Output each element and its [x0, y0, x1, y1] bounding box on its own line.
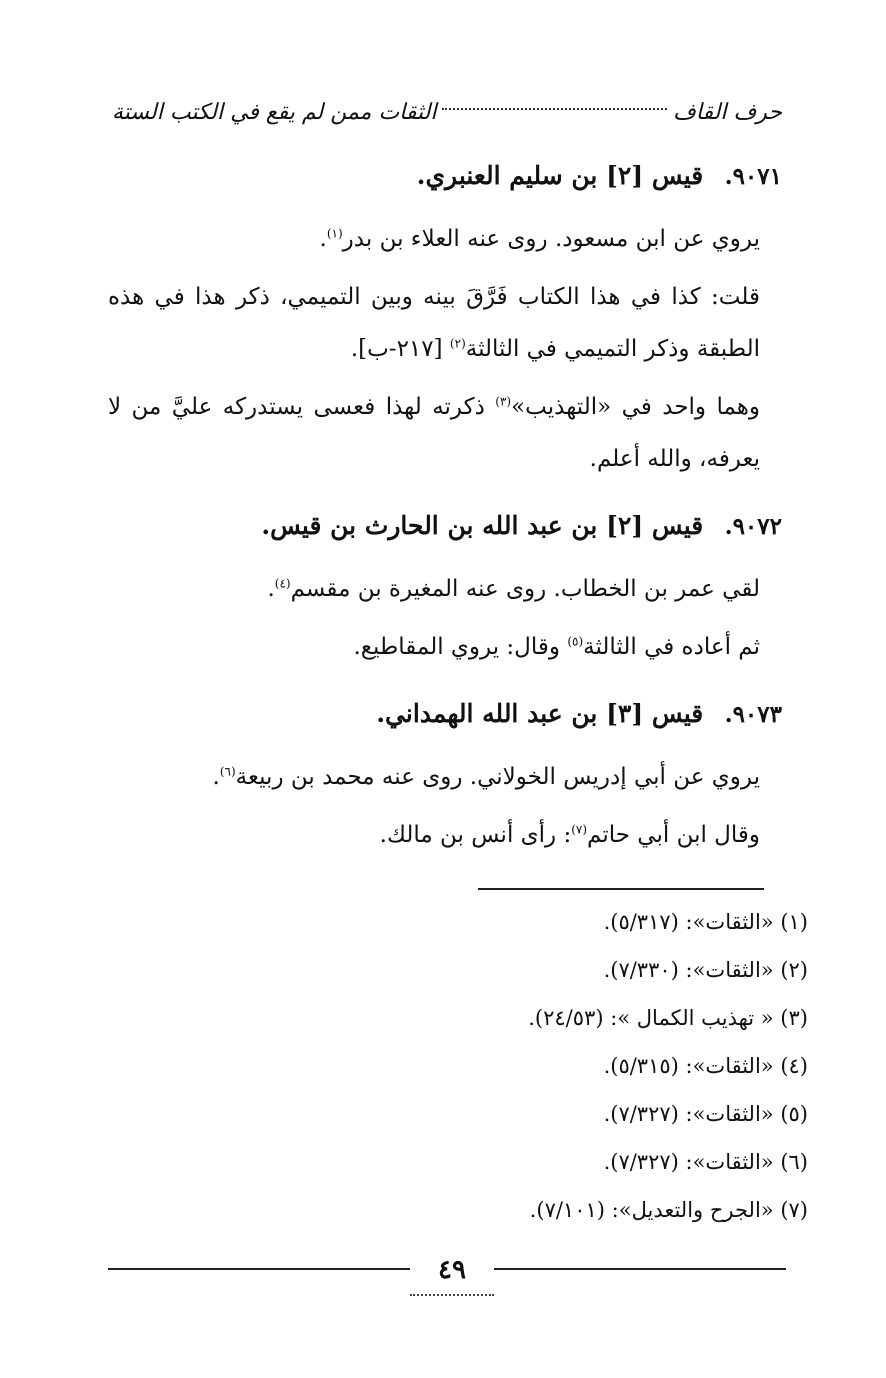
header-chapter: حرف القاف — [673, 99, 782, 125]
paragraph-text: ذكرته لهذا فعسى يستدركه عليَّ من لا يعرفه، والله أعلم. — [108, 394, 760, 472]
header-dots — [442, 108, 667, 110]
footnote-ref: (١) — [326, 226, 343, 241]
footnote: (٦) «الثقات»: (٧/٣٢٧). — [603, 1150, 808, 1174]
entry-number: ٩٠٧٢. — [724, 513, 782, 540]
entry-title: قيس [٣] بن عبد الله الهمداني. — [376, 699, 704, 728]
footnote-ref: (٦) — [219, 764, 236, 779]
header-book-title: الثقات ممن لم يقع في الكتب الستة — [112, 99, 437, 125]
entry-paragraph — [108, 621, 782, 673]
footnote: (١) «الثقات»: (٥/٣١٧). — [603, 910, 808, 934]
entry-heading — [108, 500, 782, 553]
footnote: (٣) « تهذيب الكمال »: (٢٤/٥٣). — [528, 1006, 808, 1030]
entry-paragraph — [108, 271, 782, 375]
paragraph-text: لقي عمر بن الخطاب. روى عنه المغيرة بن مقسم — [290, 576, 760, 602]
entry-9071 — [108, 150, 782, 485]
footnote: (٢) «الثقات»: (٧/٣٣٠). — [603, 958, 808, 982]
paragraph-text: ثم أعاده في الثالثة — [583, 634, 760, 660]
footnote: (٤) «الثقات»: (٥/٣١٥). — [603, 1054, 808, 1078]
footnote-ref: (٢) — [449, 336, 466, 351]
footnote: (٥) «الثقات»: (٧/٣٢٧). — [603, 1102, 808, 1126]
entry-paragraph: يروي عن ابن مسعود. روى عنه العلاء بن بدر$^{(١)}$. — [319, 226, 760, 252]
footnote-ref: (٥) — [567, 634, 584, 649]
footer-rule-right — [494, 1268, 786, 1270]
paragraph-text: قلت: كذا في هذا الكتاب فَرَّقَ بينه وبين التميمي، ذكر هذا في هذه الطبقة وذكر التميمي في الثالثة — [108, 284, 760, 362]
entry-9072 — [108, 500, 782, 673]
footnote-ref: (٧) — [571, 822, 588, 837]
page-number: ٤٩ — [410, 1250, 494, 1296]
entry-paragraph — [108, 809, 782, 861]
footnote-separator — [478, 888, 764, 890]
entry-heading — [108, 150, 782, 203]
paragraph-text: وهما واحد في «التهذيب» — [511, 394, 760, 420]
entry-heading — [108, 688, 782, 741]
entry-paragraph — [108, 381, 782, 485]
entry-title: قيس [٢] بن سليم العنبري. — [416, 161, 704, 190]
paragraph-text: وقال ابن أبي حاتم — [587, 822, 760, 848]
footnote-ref: (٣) — [495, 394, 512, 409]
entry-paragraph — [108, 751, 782, 803]
paragraph-text: يروي عن ابن مسعود. روى عنه العلاء بن بدر — [342, 226, 760, 252]
footnotes — [528, 898, 808, 1234]
paragraph-text: : رأى أنس بن مالك. — [379, 822, 572, 848]
paragraph-text: . — [267, 576, 275, 602]
entry-number: ٩٠٧١. — [724, 163, 782, 190]
footnote: (٧) «الجرح والتعديل»: (٧/١٠١). — [529, 1198, 808, 1222]
running-header — [112, 92, 782, 132]
paragraph-text: . — [212, 764, 220, 790]
footnote-ref: (٤) — [274, 576, 291, 591]
footer-rule-left — [108, 1268, 410, 1270]
entry-title: قيس [٢] بن عبد الله بن الحارث بن قيس. — [261, 511, 704, 540]
paragraph-text: يروي عن أبي إدريس الخولاني. روى عنه محمد بن ربيعة — [235, 764, 760, 790]
entry-number: ٩٠٧٣. — [724, 701, 782, 728]
entry-paragraph — [108, 563, 782, 615]
paragraph-text: [٢١٧-ب]. — [350, 336, 450, 362]
paragraph-text: وقال: يروي المقاطيع. — [353, 634, 568, 660]
entry-9073 — [108, 688, 782, 861]
